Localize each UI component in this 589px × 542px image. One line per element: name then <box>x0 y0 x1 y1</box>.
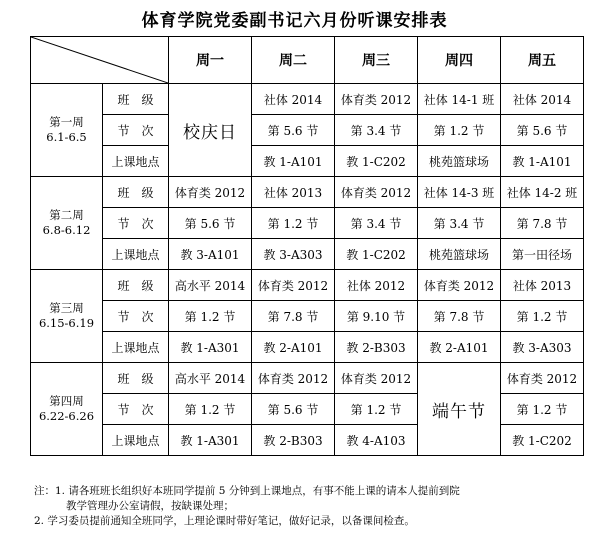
schedule-cell: 第 1.2 节 <box>501 394 584 425</box>
schedule-cell: 社体 2014 <box>501 84 584 115</box>
schedule-cell: 教 2-B303 <box>252 425 335 456</box>
row-label: 班 级 <box>103 177 169 208</box>
week-range: 6.15-6.19 <box>38 316 95 330</box>
schedule-cell: 教 1-C202 <box>501 425 584 456</box>
schedule-cell: 桃苑篮球场 <box>418 239 501 270</box>
week-row <box>31 177 584 208</box>
week-row <box>31 301 584 332</box>
row-label: 节 次 <box>103 301 169 332</box>
week-cell <box>31 177 103 270</box>
schedule-cell: 第 3.4 节 <box>335 115 418 146</box>
schedule-cell: 第 5.6 节 <box>252 115 335 146</box>
schedule-cell: 教 2-A101 <box>252 332 335 363</box>
row-label: 节 次 <box>103 115 169 146</box>
header-day: 周二 <box>252 37 335 84</box>
corner-cell <box>31 37 169 84</box>
holiday-cell: 端午节 <box>418 363 501 456</box>
week-row <box>31 208 584 239</box>
schedule-cell: 教 4-A103 <box>335 425 418 456</box>
schedule-cell: 第 3.4 节 <box>335 208 418 239</box>
row-label: 上课地点 <box>103 146 169 177</box>
notes <box>34 484 574 529</box>
schedule-cell: 体育类 2012 <box>252 363 335 394</box>
schedule-cell: 第 1.2 节 <box>252 208 335 239</box>
week-row <box>31 239 584 270</box>
schedule-cell: 第 3.4 节 <box>418 208 501 239</box>
schedule-cell: 教 3-A101 <box>169 239 252 270</box>
header-day: 周四 <box>418 37 501 84</box>
schedule-cell: 体育类 2012 <box>335 84 418 115</box>
week-cell <box>31 363 103 456</box>
schedule-cell: 第 9.10 节 <box>335 301 418 332</box>
week-name: 第三周 <box>49 301 84 315</box>
week-row <box>31 270 584 301</box>
week-range: 6.22-6.26 <box>38 409 95 423</box>
schedule-cell: 第 1.2 节 <box>169 301 252 332</box>
schedule-cell: 第 7.8 节 <box>252 301 335 332</box>
schedule-cell: 第 1.2 节 <box>169 394 252 425</box>
row-label: 上课地点 <box>103 332 169 363</box>
note-line: 注：1. 请各班班长组织好本班同学提前 5 分钟到上课地点，有事不能上课的请本人提前到院 <box>34 485 460 497</box>
week-row <box>31 115 584 146</box>
schedule-cell: 第 1.2 节 <box>501 301 584 332</box>
schedule-cell: 教 1-A301 <box>169 332 252 363</box>
schedule-cell: 体育类 2012 <box>501 363 584 394</box>
week-range: 6.8-6.12 <box>42 223 91 237</box>
schedule-cell: 教 1-A101 <box>501 146 584 177</box>
week-row <box>31 363 584 394</box>
schedule-cell: 教 3-A303 <box>252 239 335 270</box>
row-label: 班 级 <box>103 363 169 394</box>
schedule-cell: 教 3-A303 <box>501 332 584 363</box>
week-name: 第一周 <box>49 115 84 129</box>
schedule-cell: 教 1-C202 <box>335 146 418 177</box>
schedule-cell: 体育类 2012 <box>252 270 335 301</box>
schedule-cell: 教 1-A101 <box>252 146 335 177</box>
schedule-cell: 社体 14-1 班 <box>418 84 501 115</box>
week-row <box>31 146 584 177</box>
holiday-cell: 校庆日 <box>169 84 252 177</box>
schedule-cell: 体育类 2012 <box>335 177 418 208</box>
week-row <box>31 425 584 456</box>
row-label: 上课地点 <box>103 425 169 456</box>
header-day: 周一 <box>169 37 252 84</box>
header-day: 周三 <box>335 37 418 84</box>
schedule-cell: 第 5.6 节 <box>169 208 252 239</box>
week-range: 6.1-6.5 <box>46 130 87 144</box>
week-row <box>31 394 584 425</box>
week-cell <box>31 270 103 363</box>
week-row <box>31 84 584 115</box>
schedule-cell: 第一田径场 <box>501 239 584 270</box>
row-label: 节 次 <box>103 394 169 425</box>
schedule-cell: 教 1-C202 <box>335 239 418 270</box>
row-label: 班 级 <box>103 84 169 115</box>
schedule-cell: 高水平 2014 <box>169 363 252 394</box>
schedule-cell: 第 7.8 节 <box>501 208 584 239</box>
schedule-cell: 第 5.6 节 <box>501 115 584 146</box>
diagonal-line <box>31 37 168 83</box>
page-title: 体育学院党委副书记六月份听课安排表 <box>141 11 448 31</box>
schedule-cell: 第 1.2 节 <box>335 394 418 425</box>
schedule-cell: 社体 14-2 班 <box>501 177 584 208</box>
schedule-cell: 教 2-A101 <box>418 332 501 363</box>
note-line: 教学管理办公室请假，按缺课处理； <box>66 500 234 512</box>
header-row <box>31 37 584 84</box>
row-label: 节 次 <box>103 208 169 239</box>
schedule-cell: 体育类 2012 <box>335 363 418 394</box>
schedule-cell: 桃苑篮球场 <box>418 146 501 177</box>
schedule-cell: 高水平 2014 <box>169 270 252 301</box>
week-cell <box>31 84 103 177</box>
schedule-cell: 社体 2013 <box>501 270 584 301</box>
week-name: 第二周 <box>49 208 84 222</box>
week-name: 第四周 <box>49 394 84 408</box>
row-label: 班 级 <box>103 270 169 301</box>
schedule-cell: 体育类 2012 <box>169 177 252 208</box>
schedule-cell: 第 5.6 节 <box>252 394 335 425</box>
note-line: 2. 学习委员提前通知全班同学，上理论课时带好笔记，做好记录，以备课间检查。 <box>34 515 415 527</box>
schedule-cell: 第 7.8 节 <box>418 301 501 332</box>
row-label: 上课地点 <box>103 239 169 270</box>
schedule-table <box>30 36 584 456</box>
schedule-cell: 社体 2014 <box>252 84 335 115</box>
schedule-cell: 社体 14-3 班 <box>418 177 501 208</box>
schedule-cell: 社体 2012 <box>335 270 418 301</box>
week-row <box>31 332 584 363</box>
schedule-cell: 社体 2013 <box>252 177 335 208</box>
header-day: 周五 <box>501 37 584 84</box>
schedule-cell: 教 2-B303 <box>335 332 418 363</box>
schedule-cell: 教 1-A301 <box>169 425 252 456</box>
schedule-cell: 第 1.2 节 <box>418 115 501 146</box>
schedule-cell: 体育类 2012 <box>418 270 501 301</box>
